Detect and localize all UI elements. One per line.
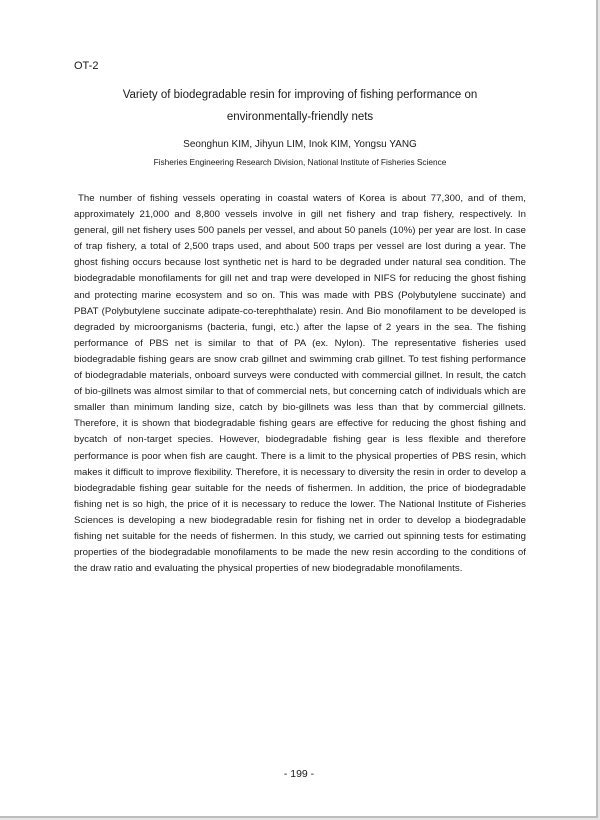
abstract-body: The number of fishing vessels operating in coastal waters of Korea is about 77,300, and of them, approximately 21,000 and 8,800 vessels involve in gill net fishery and trap fishery, respectively. In general, gill net fishery uses 500 panels per vessel, and about 50 panels (10%) per year are lost. In case of trap fishery, a total of 2,500 traps used, and about 500 traps per vessel are lost during a year. The ghost fishing occurs because lost synthetic net is hard to be degraded under natural sea condition. The biodegradable monofilaments for gill net and trap were developed in NIFS for reducing the ghost fishing and protecting marine ecosystem and so on. This was made with PBS (Polybutylene succinate) and PBAT (Polybutylene succinate adipate-co-terephthalate) resin. And Bio monofilament to be developed is degraded by microorganisms (bacteria, fungi, etc.) after the lapse of 2 years in the sea. The fishing performance of PBS net is similar to that of PA (ex. Nylon). The representative fisheries used biodegradable fishing gears are snow crab gillnet and swimming crab gillnet. To test fishing performance of biodegradable materials, onboard surveys were conducted with commercial gillnet. In result, the catch of bio-gillnets was almost similar to that of commercial nets, but concerning catch of individuals which are smaller than minimum landing size, catch by bio-gillnets was less than that by commercial gillnets. Therefore, it is shown that biodegradable fishing gears are effective for reducing the ghost fishing and bycatch of non-target species. However, biodegradable fishing gear is less flexible and therefore performance is poor when fish are caught. There is a limit to the physical properties of PBS resin, which makes it difficult to improve flexibility. Therefore, it is necessary to diversity the resin in order to develop a biodegradable fishing gear suitable for the needs of fishermen. In addition, the price of biodegradable fishing net is so high, the price of it is necessary to reduce the lower. The National Institute of Fisheries Sciences is developing a new biodegradable resin for fishing net in order to develop a biodegradable fishing net suitable for the needs of fishermen. In this study, we carried out spinning tests for estimating properties of the biodegradable monofilaments to be made the new resin according to the conditions of the draw ratio and evaluating the physical properties of new biodegradable monofilaments. [74, 193, 526, 575]
author-list: Seonghun KIM, Jihyun LIM, Inok KIM, Yongsu YANG [183, 139, 417, 150]
affiliation: Fisheries Engineering Research Division, National Institute of Fisheries Science [153, 157, 447, 167]
paper-title [90, 84, 510, 128]
paper-title-line-1: Variety of biodegradable resin for improving of fishing performance on [122, 89, 478, 101]
paper-title-line-2: environmentally-friendly nets [226, 111, 374, 123]
session-code: OT-2 [74, 60, 99, 72]
page-number: - 199 - [283, 768, 315, 780]
